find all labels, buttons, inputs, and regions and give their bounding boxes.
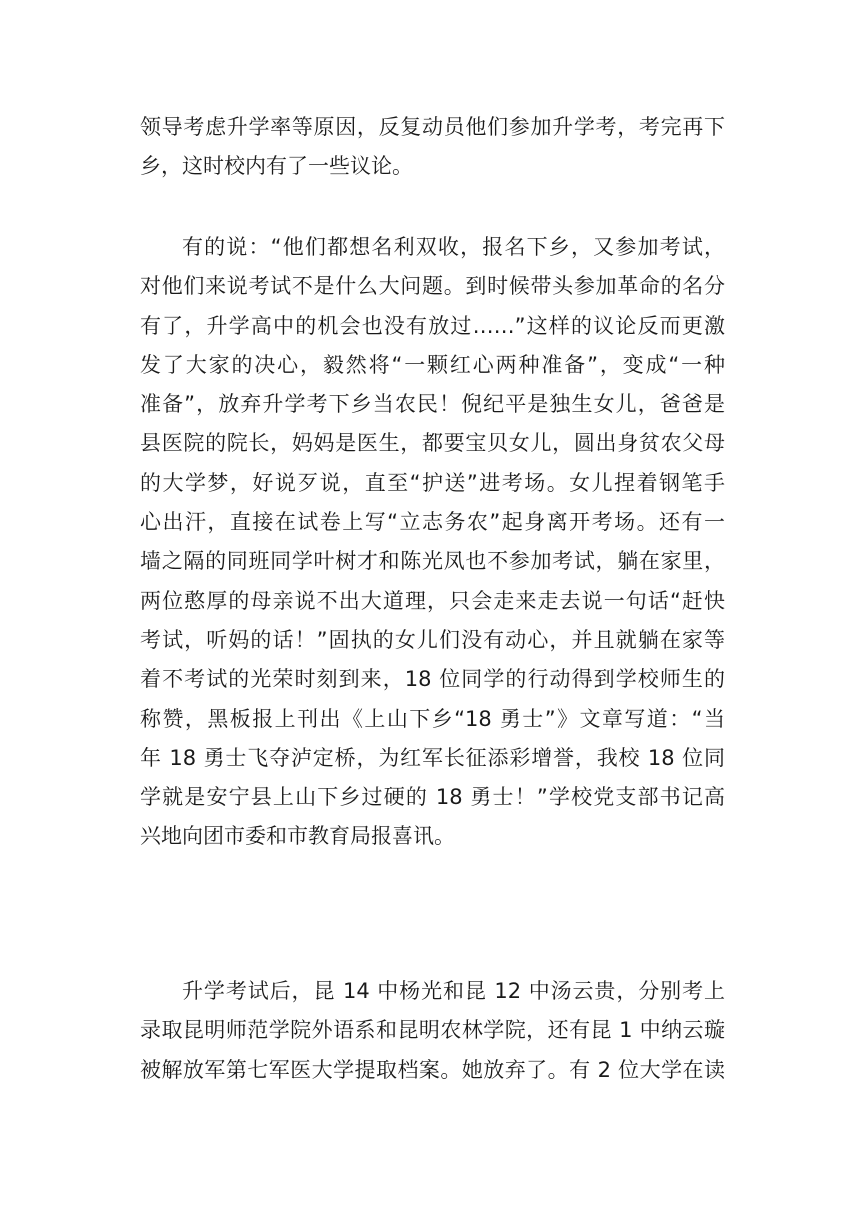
text-line: 乡，这时校内有了一些议论。 xyxy=(140,154,413,179)
text-line: 有的说：“他们都想名利双收，报名下乡，又参加考试， xyxy=(182,235,725,259)
text-line: 发了大家的决心，毅然将“一颗红心两种准备”，变成“一种 xyxy=(140,352,725,377)
paragraph-discussion xyxy=(140,228,725,857)
text-line: 有了，升学高中的机会也没有放过……”这样的议论反而更激 xyxy=(140,313,725,338)
text-line: 县医院的院长，妈妈是医生，都要宝贝女儿，圆出身贫农父母 xyxy=(140,431,725,456)
text-line: 两位憨厚的母亲说不出大道理，只会走来走去说一句话“赶快 xyxy=(140,588,725,613)
text-line: 墙之隔的同班同学叶树才和陈光凤也不参加考试，躺在家里， xyxy=(140,549,725,574)
text-line: 的大学梦，好说歹说，直至“护送”进考场。女儿捏着钢笔手 xyxy=(140,470,725,495)
text-line: 录取昆明师范学院外语系和昆明农林学院，还有昆 1 中纳云璇 xyxy=(140,1018,725,1043)
paragraph-continuation xyxy=(140,108,725,187)
text-line: 被解放军第七军医大学提取档案。她放弃了。有 2 位大学在读 xyxy=(140,1057,725,1082)
text-line: 称赞，黑板报上刊出《上山下乡“18 勇士”》文章写道：“当 xyxy=(140,706,725,731)
text-line: 兴地向团市委和市教育局报喜讯。 xyxy=(140,824,455,849)
text-line: 心出汗，直接在试卷上写“立志务农”起身离开考场。还有一 xyxy=(140,510,725,535)
text-line: 年 18 勇士飞夺泸定桥，为红军长征添彩增誉，我校 18 位同 xyxy=(140,745,725,770)
text-line: 着不考试的光荣时刻到来，18 位同学的行动得到学校师生的 xyxy=(140,667,725,692)
text-line: 考试，听妈的话！”固执的女儿们没有动心，并且就躺在家等 xyxy=(140,627,725,652)
text-line: 学就是安宁县上山下乡过硬的 18 勇士！”学校党支部书记高 xyxy=(140,785,725,810)
text-line: 升学考试后，昆 14 中杨光和昆 12 中汤云贵，分别考上 xyxy=(182,979,725,1003)
text-line: 领导考虑升学率等原因，反复动员他们参加升学考，考完再下 xyxy=(140,115,725,139)
text-line: 对他们来说考试不是什么大问题。到时候带头参加革命的名分 xyxy=(140,274,725,299)
text-line: 准备”，放弃升学考下乡当农民！倪纪平是独生女儿，爸爸是 xyxy=(140,392,725,417)
paragraph-exam-results xyxy=(140,972,725,1090)
